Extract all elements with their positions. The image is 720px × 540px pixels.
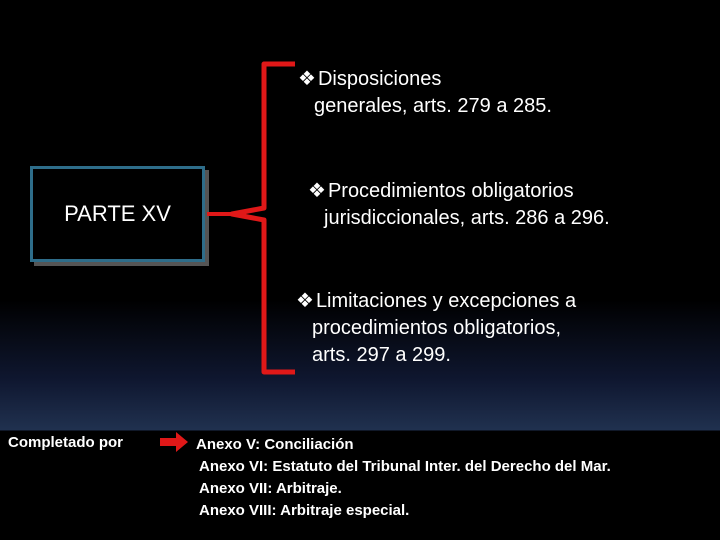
right-arrow-icon: [160, 432, 190, 452]
root-node-label: PARTE XV: [64, 201, 171, 226]
item-3-line1: Limitaciones y excepciones a: [315, 290, 577, 312]
annex-item: Anexo V: Conciliación: [196, 436, 354, 453]
annex-list: [196, 434, 611, 522]
branch-item-1: [298, 66, 552, 120]
item-1-line2: generales, arts. 279 a 285.: [314, 95, 552, 117]
branch-item-2: [308, 178, 610, 232]
item-1-line1: Disposiciones: [317, 68, 442, 90]
annex-item: Anexo VIII: Arbitraje especial.: [199, 502, 410, 519]
item-2-line1: Procedimientos obligatorios: [327, 180, 574, 202]
annex-item: Anexo VII: Arbitraje.: [199, 480, 342, 497]
item-3-line2: procedimientos obligatorios,: [312, 317, 562, 339]
item-2-line2: jurisdiccionales, arts. 286 a 296.: [324, 207, 610, 229]
completed-by-label: Completado por: [8, 434, 123, 451]
item-3-line3: arts. 297 a 299.: [312, 344, 451, 366]
diamond-bullet-icon: ❖: [308, 180, 326, 202]
diamond-bullet-icon: ❖: [296, 290, 314, 312]
branch-item-3: [296, 288, 576, 369]
diamond-bullet-icon: ❖: [298, 68, 316, 90]
annex-item: Anexo VI: Estatuto del Tribunal Inter. del Derecho del Mar.: [199, 458, 611, 475]
